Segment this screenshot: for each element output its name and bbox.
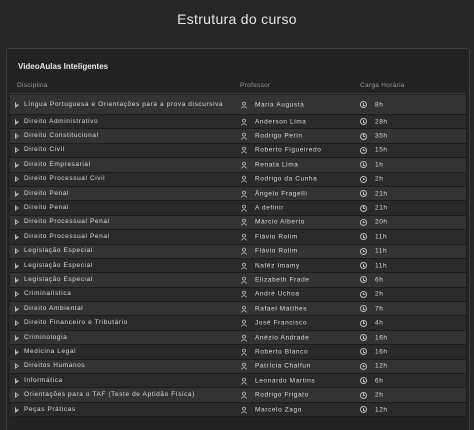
- play-icon[interactable]: [15, 363, 19, 369]
- clock-icon: [360, 147, 367, 154]
- workload-hours: 8h: [375, 101, 384, 108]
- table-row[interactable]: [10, 302, 466, 316]
- play-icon[interactable]: [15, 133, 19, 139]
- column-header-professor: Professor: [240, 82, 271, 89]
- workload-hours: 2h: [375, 391, 384, 399]
- table-row[interactable]: [10, 216, 466, 230]
- workload-hours: 1h: [375, 161, 384, 169]
- discipline-name: Direito Financeiro e Tributário: [24, 319, 128, 327]
- play-icon[interactable]: [15, 248, 19, 254]
- discipline-name: Legislação Especial: [24, 261, 93, 269]
- workload-hours: 15h: [375, 146, 388, 154]
- person-icon: [240, 319, 248, 327]
- person-icon: [240, 305, 248, 313]
- panel-title: VideoAulas Inteligentes: [18, 62, 109, 71]
- page-title: Estrutura do curso: [177, 11, 297, 27]
- professor-name: Renata Lima: [255, 161, 299, 169]
- workload-hours: 2h: [375, 175, 384, 183]
- play-icon[interactable]: [15, 349, 19, 355]
- play-icon[interactable]: [15, 378, 19, 384]
- clock-icon: [360, 219, 367, 226]
- workload-hours: 35h: [375, 132, 388, 140]
- professor-name: Rafael Matthes: [255, 305, 308, 313]
- clock-icon: [360, 118, 367, 125]
- table-row[interactable]: [10, 230, 466, 244]
- workload-hours: 2h: [375, 290, 384, 298]
- discipline-name: Peças Práticas: [24, 405, 76, 413]
- discipline-name: Direito Civil: [24, 146, 65, 154]
- workload-hours: 4h: [375, 319, 384, 327]
- person-icon: [240, 290, 248, 298]
- clock-icon: [360, 334, 367, 341]
- person-icon: [240, 391, 248, 399]
- clock-icon: [360, 190, 367, 197]
- play-icon[interactable]: [15, 234, 19, 240]
- clock-icon: [360, 176, 367, 183]
- person-icon: [240, 146, 248, 154]
- person-icon: [240, 101, 248, 109]
- professor-name: Rodrigo Perin: [255, 132, 303, 140]
- person-icon: [240, 334, 248, 342]
- clock-icon: [360, 101, 367, 108]
- column-header-discipline: Disciplina: [17, 82, 48, 89]
- workload-hours: 20h: [375, 218, 388, 226]
- play-icon[interactable]: [15, 147, 19, 153]
- person-icon: [240, 132, 248, 140]
- table-row[interactable]: [10, 245, 466, 259]
- play-icon[interactable]: [15, 191, 19, 197]
- professor-name: Marcelo Zago: [255, 406, 302, 413]
- discipline-name: Criminologia: [24, 333, 68, 341]
- workload-hours: 11h: [375, 247, 388, 255]
- play-icon[interactable]: [15, 119, 19, 125]
- clock-icon: [360, 276, 367, 283]
- workload-hours: 16h: [375, 334, 388, 342]
- table-row[interactable]: [10, 95, 466, 115]
- play-icon[interactable]: [15, 162, 19, 168]
- table-row[interactable]: [10, 201, 466, 215]
- table-row[interactable]: [10, 331, 466, 345]
- play-icon[interactable]: [15, 176, 19, 182]
- table-header: [10, 81, 466, 94]
- discipline-name: Direito Processual Civil: [24, 175, 106, 183]
- person-icon: [240, 190, 248, 198]
- clock-icon: [360, 406, 367, 413]
- discipline-name: Criminalística: [24, 290, 72, 298]
- workload-hours: 6h: [375, 276, 384, 284]
- course-table-body: [10, 95, 466, 417]
- play-icon[interactable]: [15, 219, 19, 225]
- clock-icon: [360, 262, 367, 269]
- clock-icon: [360, 205, 367, 212]
- professor-name: Márcio Alberto: [255, 218, 305, 226]
- table-row[interactable]: [10, 374, 466, 388]
- clock-icon: [360, 291, 367, 298]
- professor-name: José Francisco: [255, 319, 308, 327]
- professor-name: Maria Augusta: [255, 101, 305, 108]
- discipline-name: Legislação Especial: [24, 275, 93, 283]
- table-row[interactable]: [10, 129, 466, 143]
- person-icon: [240, 406, 248, 414]
- discipline-name: Medicina Legal: [24, 347, 77, 355]
- professor-name: Leonardo Martins: [255, 377, 316, 385]
- clock-icon: [360, 320, 367, 327]
- professor-name: Anézio Andrade: [255, 334, 310, 342]
- workload-hours: 21h: [375, 204, 388, 212]
- discipline-name: Orientações para o TAF (Teste de Aptidão Física): [24, 391, 195, 399]
- clock-icon: [360, 133, 367, 140]
- person-icon: [240, 377, 248, 385]
- workload-hours: 12h: [375, 406, 388, 413]
- person-icon: [240, 218, 248, 226]
- professor-name: Flávio Rolim: [255, 247, 298, 255]
- table-row[interactable]: [10, 403, 466, 417]
- table-row[interactable]: [10, 259, 466, 273]
- play-icon[interactable]: [15, 205, 19, 211]
- workload-hours: 7h: [375, 305, 384, 313]
- professor-name: Nafêz Imamy: [255, 262, 300, 270]
- person-icon: [240, 118, 248, 126]
- professor-name: Anderson Lima: [255, 118, 307, 126]
- play-icon[interactable]: [15, 320, 19, 326]
- table-row[interactable]: [10, 388, 466, 402]
- play-icon[interactable]: [15, 407, 19, 413]
- workload-hours: 11h: [375, 233, 388, 241]
- clock-icon: [360, 233, 367, 240]
- play-icon[interactable]: [15, 335, 19, 341]
- professor-name: Roberto Blanco: [255, 348, 309, 356]
- discipline-name: Direito Administrativo: [24, 117, 99, 125]
- clock-icon: [360, 348, 367, 355]
- person-icon: [240, 175, 248, 183]
- person-icon: [240, 262, 248, 270]
- professor-name: Elizabeth Frade: [255, 276, 310, 284]
- professor-name: Rodrigo da Cunha: [255, 175, 318, 183]
- play-icon[interactable]: [15, 291, 19, 297]
- discipline-name: Direito Ambiental: [24, 304, 84, 312]
- person-icon: [240, 348, 248, 356]
- table-row[interactable]: [10, 115, 466, 129]
- person-icon: [240, 233, 248, 241]
- table-row[interactable]: [10, 173, 466, 187]
- play-icon[interactable]: [15, 277, 19, 283]
- person-icon: [240, 247, 248, 255]
- column-header-workload: Carga Horária: [360, 82, 405, 89]
- discipline-name: Informática: [24, 376, 63, 384]
- table-row[interactable]: [10, 288, 466, 302]
- professor-name: Rodrigo Frigato: [255, 391, 309, 399]
- play-icon[interactable]: [15, 102, 19, 108]
- person-icon: [240, 161, 248, 169]
- workload-hours: 28h: [375, 118, 388, 126]
- workload-hours: 16h: [375, 348, 388, 356]
- professor-name: A definir: [255, 204, 284, 212]
- discipline-name: Direito Processual Penal: [24, 232, 110, 240]
- discipline-name: Direitos Humanos: [24, 362, 86, 370]
- discipline-name: Direito Empresarial: [24, 160, 91, 168]
- clock-icon: [360, 161, 367, 168]
- person-icon: [240, 362, 248, 370]
- person-icon: [240, 276, 248, 284]
- professor-name: André Uchoa: [255, 290, 300, 298]
- workload-hours: 11h: [375, 262, 388, 270]
- discipline-name: Direito Penal: [24, 204, 70, 212]
- professor-name: Patrícia Chalfun: [255, 362, 311, 370]
- professor-name: Flávio Rolim: [255, 233, 298, 241]
- table-row[interactable]: [10, 158, 466, 172]
- table-row[interactable]: [10, 345, 466, 359]
- clock-icon: [360, 305, 367, 312]
- person-icon: [240, 204, 248, 212]
- clock-icon: [360, 248, 367, 255]
- table-row[interactable]: [10, 187, 466, 201]
- professor-name: Roberto Figueiredo: [255, 146, 322, 154]
- table-row[interactable]: [10, 316, 466, 330]
- clock-icon: [360, 392, 367, 399]
- discipline-name: Legislação Especial: [24, 247, 93, 255]
- discipline-name: Direito Constitucional: [24, 132, 99, 140]
- workload-hours: 6h: [375, 377, 384, 385]
- discipline-name: Direito Penal: [24, 189, 70, 197]
- workload-hours: 12h: [375, 362, 388, 370]
- table-row[interactable]: [10, 360, 466, 374]
- clock-icon: [360, 377, 367, 384]
- professor-name: Ângelo Fragelli: [255, 190, 308, 198]
- course-panel: [6, 48, 470, 430]
- play-icon[interactable]: [15, 263, 19, 269]
- discipline-name: Direito Processual Penal: [24, 218, 110, 226]
- clock-icon: [360, 363, 367, 370]
- discipline-name: Língua Portuguesa e Orientações para a prova discursiva: [24, 100, 224, 108]
- workload-hours: 21h: [375, 190, 388, 198]
- play-icon[interactable]: [15, 392, 19, 398]
- table-row[interactable]: [10, 273, 466, 287]
- play-icon[interactable]: [15, 306, 19, 312]
- table-row[interactable]: [10, 144, 466, 158]
